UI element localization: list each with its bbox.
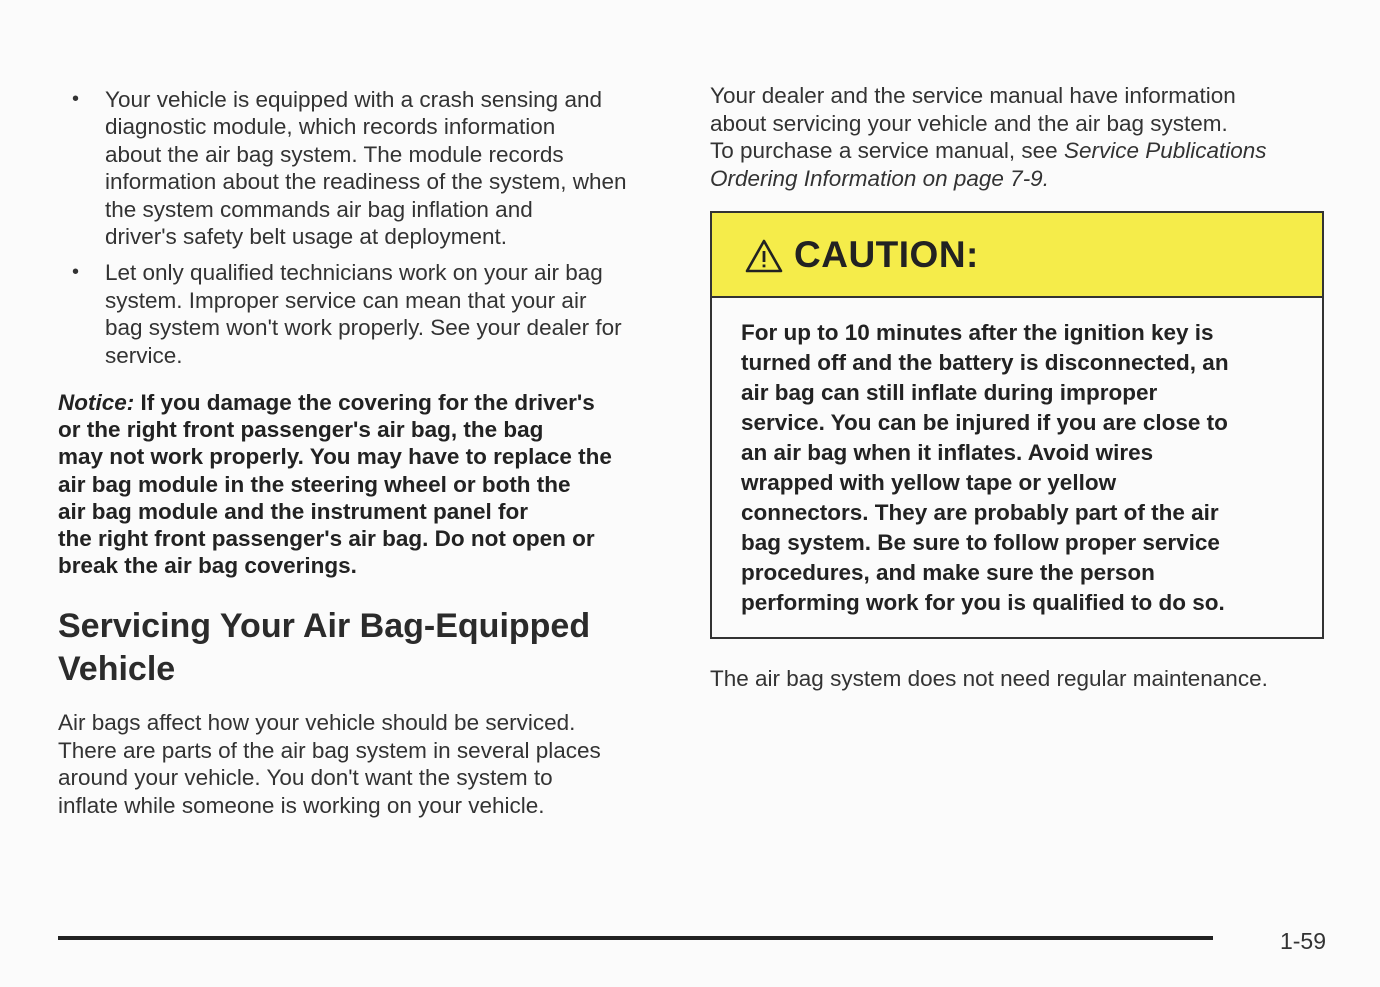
bullet-line: diagnostic module, which records information [105, 114, 556, 140]
service-publications-reference: Service Publications [1063, 138, 1267, 164]
notice-line: the right front passenger's air bag. Do not open or [58, 526, 595, 552]
maintenance-paragraph: The air bag system does not need regular maintenance. [710, 666, 1268, 692]
bullet-item-crash-module [58, 86, 670, 250]
bullet-line: bag system won't work properly. See your dealer for [105, 315, 622, 341]
body-line: around your vehicle. You don't want the system to [58, 765, 553, 791]
body-line: There are parts of the air bag system in several places [58, 737, 601, 763]
section-heading [58, 605, 670, 691]
caution-line: service. You can be injured if you are close to [741, 410, 1228, 436]
notice-line: may not work properly. You may have to replace the [58, 444, 612, 470]
right-column [710, 82, 1324, 693]
bullet-icon: • [72, 261, 80, 284]
caution-title: CAUTION: [794, 233, 979, 275]
bullet-line: service. [105, 342, 183, 368]
dealer-paragraph [710, 82, 1324, 192]
bullet-line: information about the readiness of the system, when [105, 169, 627, 195]
page-number: 1-59 [1279, 928, 1326, 954]
caution-line: bag system. Be sure to follow proper service [741, 529, 1220, 555]
bullet-line: system. Improper service can mean that your air [105, 287, 587, 313]
caution-line: performing work for you is qualified to do so. [741, 589, 1225, 615]
dealer-line: To purchase a service manual, see [710, 138, 1064, 164]
body-line: inflate while someone is working on your vehicle. [58, 792, 545, 818]
caution-text [712, 298, 1322, 637]
bullet-line: about the air bag system. The module records [105, 141, 564, 167]
caution-line: an air bag when it inflates. Avoid wires [741, 440, 1154, 465]
caution-line: wrapped with yellow tape or yellow [741, 469, 1117, 495]
bullet-icon: • [72, 88, 80, 110]
heading-line: Vehicle [58, 650, 176, 689]
left-column [58, 86, 670, 819]
notice-label: Notice: [58, 390, 135, 416]
caution-box [710, 211, 1324, 639]
notice-line: If you damage the covering for the driver's [140, 390, 595, 416]
caution-line: connectors. They are probably part of the air [741, 499, 1219, 525]
caution-line: procedures, and make sure the person [741, 559, 1155, 585]
notice-line: air bag module in the steering wheel or both the [58, 471, 571, 497]
caution-header [712, 213, 1322, 298]
footer-rule [58, 936, 1213, 940]
bullet-line: Let only qualified technicians work on your air bag [105, 260, 603, 286]
servicing-paragraph [58, 709, 670, 819]
caution-line: turned off and the battery is disconnected, an [741, 350, 1229, 376]
notice-line: break the air bag coverings. [58, 553, 357, 579]
notice-line: air bag module and the instrument panel for [58, 498, 529, 524]
heading-line: Servicing Your Air Bag-Equipped [58, 607, 591, 646]
notice-paragraph [58, 389, 670, 579]
bullet-list [58, 86, 670, 369]
caution-line: For up to 10 minutes after the ignition key is [741, 320, 1214, 346]
bullet-line: Your vehicle is equipped with a crash sensing and [105, 87, 602, 112]
bullet-line: the system commands air bag inflation and [105, 196, 533, 222]
caution-line: air bag can still inflate during improper [741, 380, 1158, 406]
bullet-line: driver's safety belt usage at deployment. [105, 224, 508, 250]
body-line: Air bags affect how your vehicle should be serviced. [58, 710, 576, 736]
warning-triangle-icon [744, 238, 784, 274]
dealer-line: about servicing your vehicle and the air bag system. [710, 110, 1228, 136]
bullet-item-qualified-technicians [58, 259, 670, 369]
notice-line: or the right front passenger's air bag, the bag [58, 417, 544, 443]
ordering-information-reference: Ordering Information on page 7-9. [710, 165, 1049, 191]
dealer-line: Your dealer and the service manual have information [710, 83, 1236, 108]
